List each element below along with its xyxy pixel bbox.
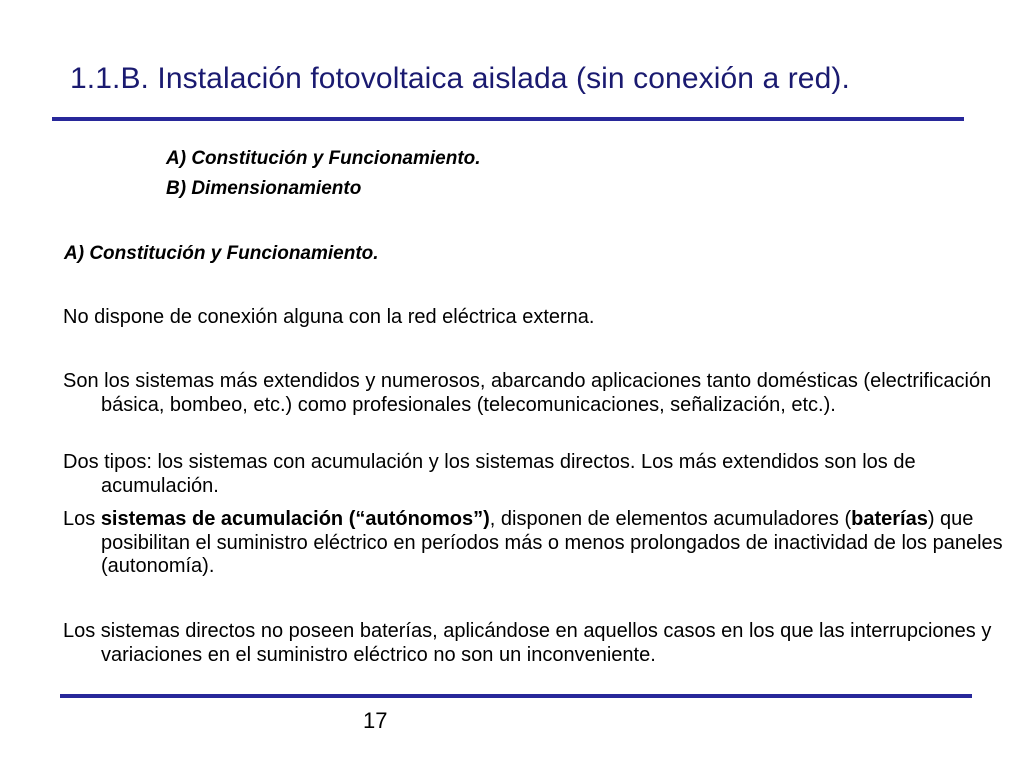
slide-title: 1.1.B. Instalación fotovoltaica aislada (sin conexión a red). <box>70 62 850 95</box>
p4-text-2: , disponen de elementos acumuladores ( <box>489 508 852 530</box>
paragraph-two-types: Dos tipos: los sistemas con acumulación y los sistemas directos. Los más extendidos son los de acumulación. <box>63 451 916 497</box>
title-divider <box>52 117 964 121</box>
paragraph-no-connection: No dispone de conexión alguna con la red eléctrica externa. <box>63 306 595 328</box>
paragraph-most-extended: Son los sistemas más extendidos y numerosos, abarcando aplicaciones tanto domésticas (electrificación básica, bombeo, etc.) como profesionales (telecomunicaciones, señalización, etc.). <box>63 370 992 416</box>
section-heading: A) Constitución y Funcionamiento. <box>64 243 379 264</box>
p4-bold-accumulation: sistemas de acumulación (“autónomos”) <box>100 508 490 530</box>
outline-item-a: A) Constitución y Funcionamiento. <box>166 148 481 169</box>
outline-item-b: B) Dimensionamiento <box>166 178 362 199</box>
paragraph-direct-systems: Los sistemas directos no poseen baterías, aplicándose en aquellos casos en los que las interrupciones y variaciones en el suministro eléctrico no son un inconveniente. <box>63 620 992 666</box>
p4-bold-batteries: baterías <box>851 508 928 530</box>
p4-text-1: Los <box>63 508 101 530</box>
footer-divider <box>60 694 972 698</box>
paragraph-accumulation-systems <box>63 508 1006 579</box>
page-number: 17 <box>363 708 388 733</box>
p4-text-3: ) que posibilitan el suministro eléctrico en períodos más o menos prolongados de inactividad de los paneles (autonomía). <box>101 508 1003 577</box>
